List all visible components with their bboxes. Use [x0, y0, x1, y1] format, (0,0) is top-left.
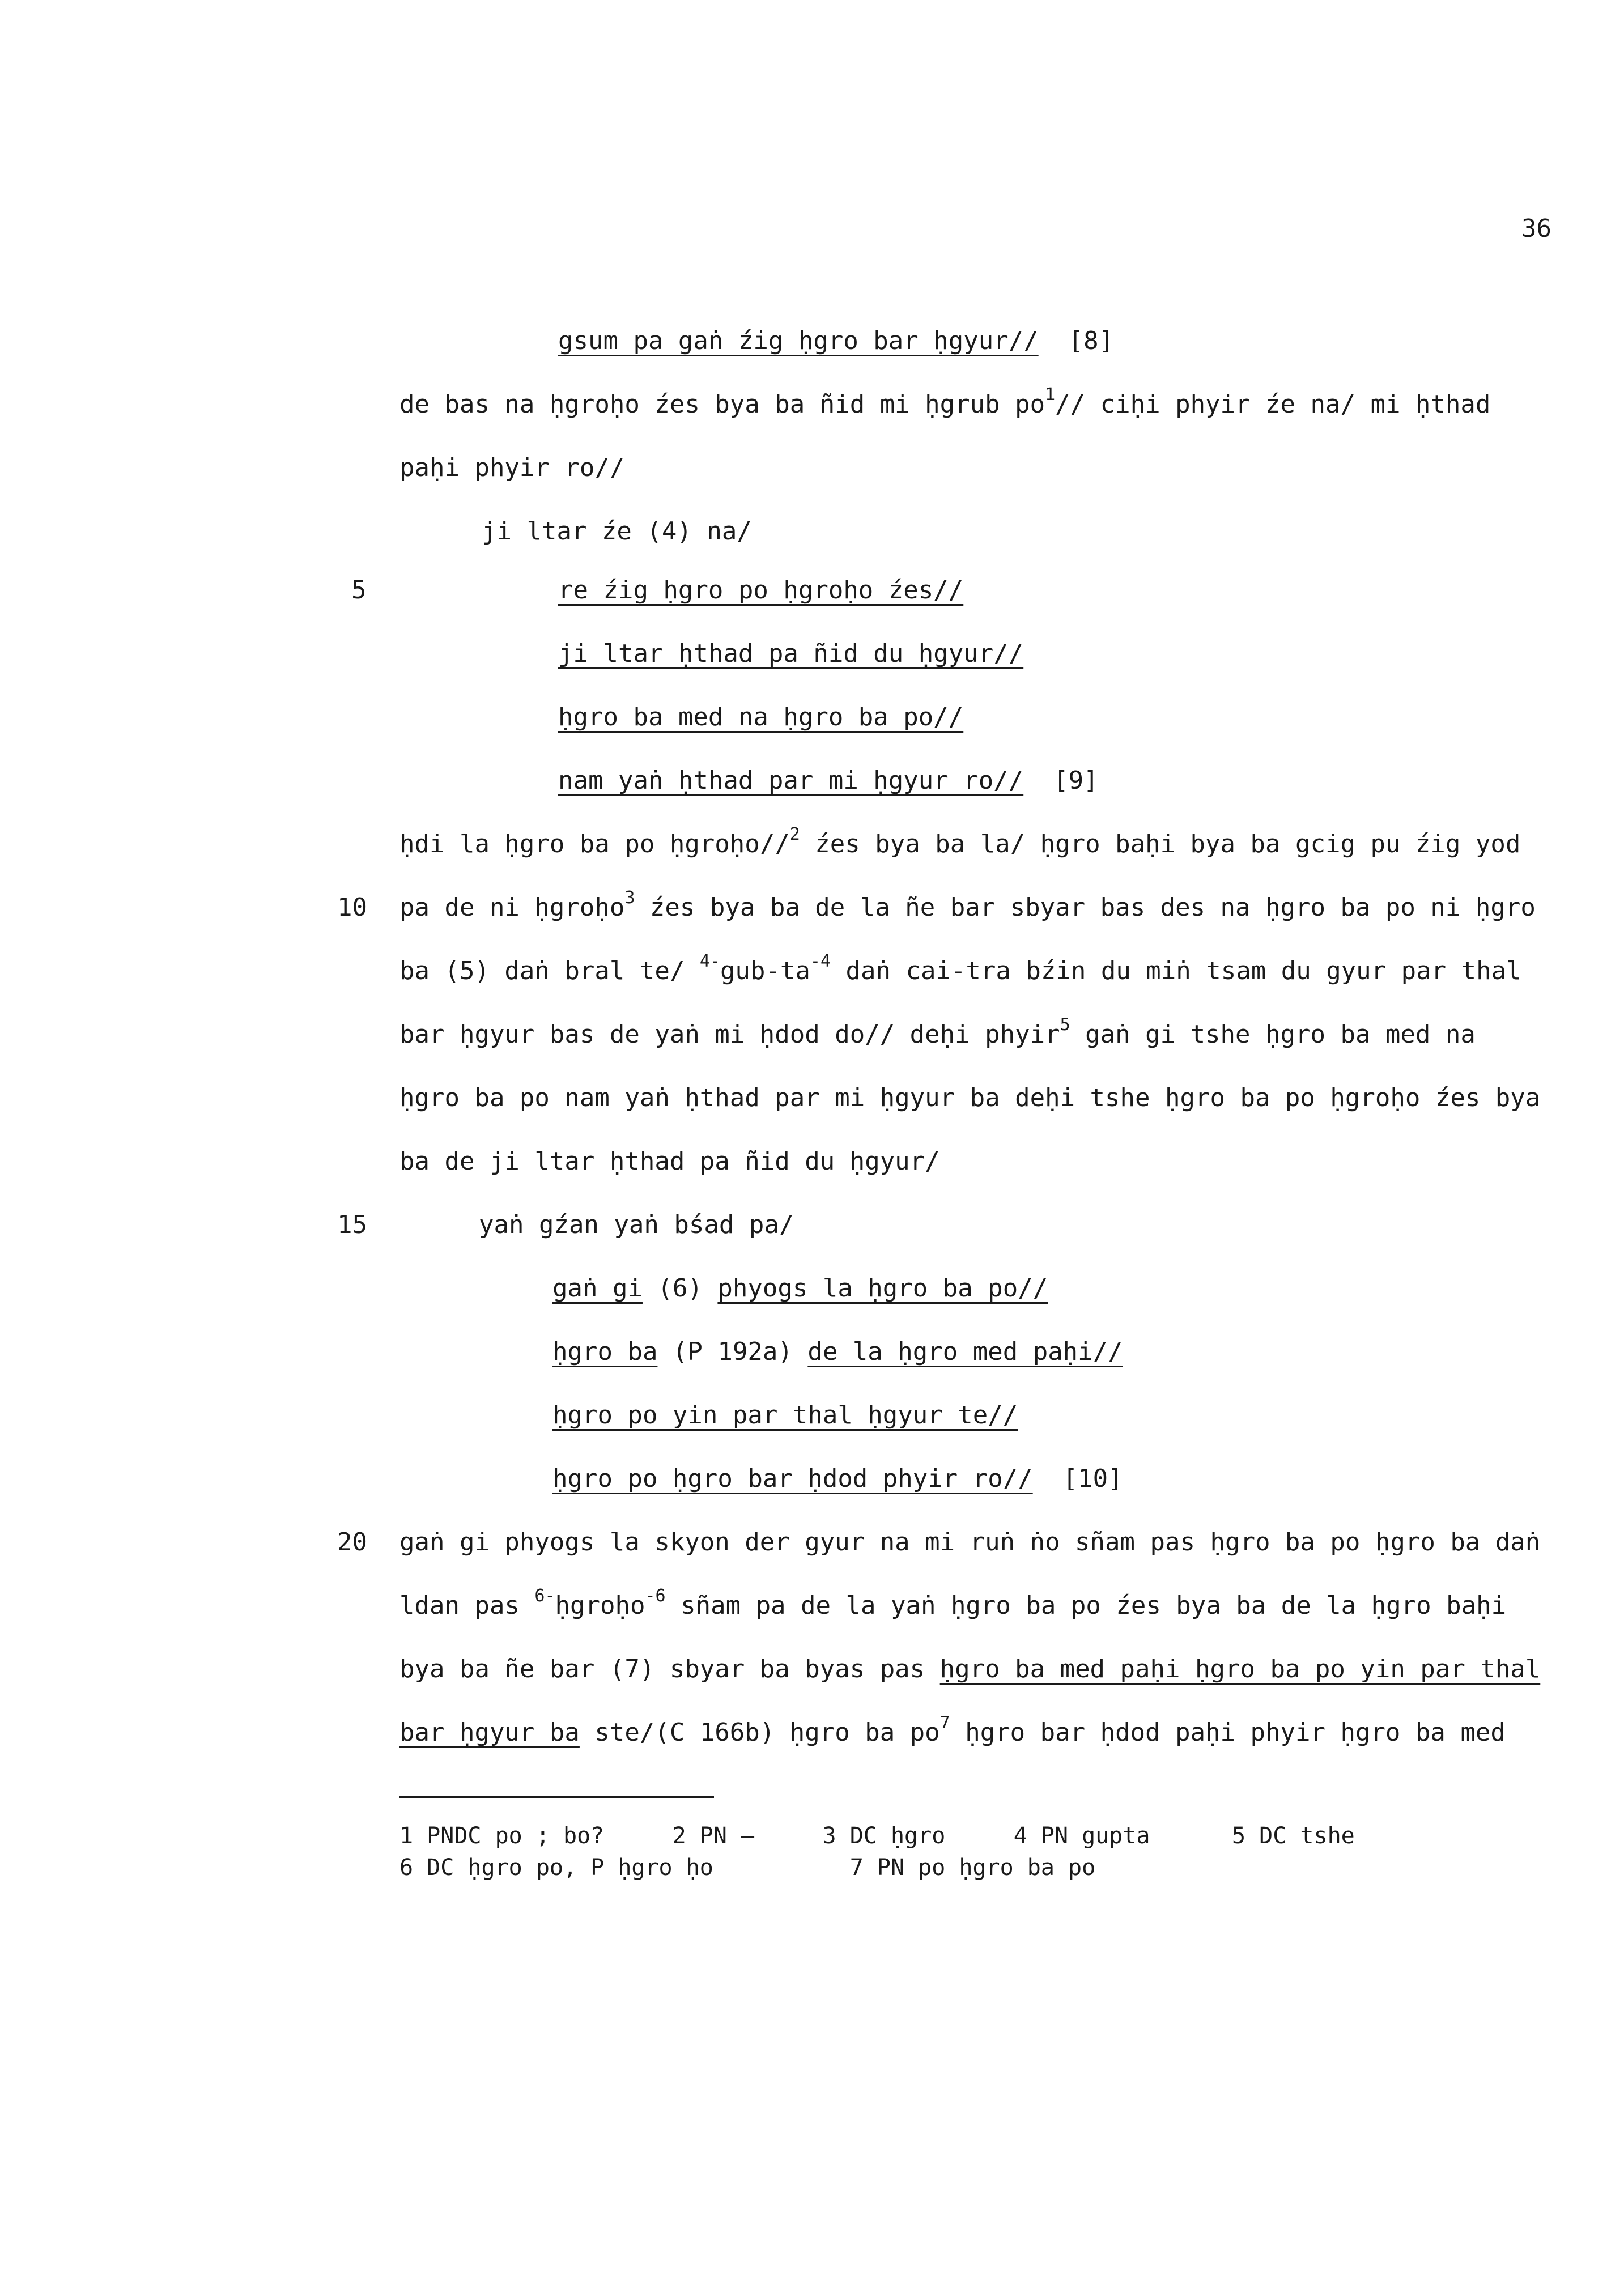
verse-line: nam yaṅ ḥthad par mi ḥgyur ro// [9] [558, 766, 1099, 795]
text-line: bar ḥgyur ba ste/(C 166b) ḥgro ba $po^7$ ḥgro bar ḥdod paḥi phyir ḥgro ba med [399, 1713, 1506, 1747]
verse-line: ji ltar ḥthad pa ñid du ḥgyur// [558, 639, 1024, 668]
text-line: ba de ji ltar ḥthad pa ñid du ḥgyur/ [399, 1147, 940, 1176]
verse-line: ḥgro po yin par thal ḥgyur te// [552, 1401, 1018, 1430]
footnote-line: 6 DC ḥgro po, P ḥgro ḥo 7 PN po ḥgro ba po [399, 1855, 1096, 1881]
text-line: de bas na ḥgroḥo źes bya ba ñid mi ḥgrub $po^1//$ ciḥi phyir źe na/ mi ḥthad [399, 385, 1491, 419]
text-line: ḥgro ba po nam yaṅ ḥthad par mi ḥgyur ba deḥi tshe ḥgro ba po ḥgroḥo źes bya [399, 1083, 1541, 1112]
text-line: pa de ni ḥgroḥo$^3$ źes bya ba de la ñe bar sbyar bas des na ḥgro ba po ni ḥgro [399, 888, 1536, 922]
text-line: ba (5) daṅ bral te/ $^{4-}gub-ta^{-4}$ daṅ cai-tra bźin du miṅ tsam du gyur par thal [399, 951, 1521, 985]
verse-line: gaṅ gi (6) phyogs la ḥgro ba po// [552, 1274, 1048, 1303]
text-line: ldan pas $^{6-}$ḥgroḥo$^{-6}$ sñam pa de la yaṅ ḥgro ba po źes bya ba de la ḥgro baḥi [399, 1586, 1507, 1620]
page-number: 36 [1521, 214, 1551, 243]
text-line: yaṅ gźan yaṅ bśad pa/ [479, 1210, 794, 1239]
line-number: 20 [337, 1528, 367, 1557]
verse-line: ḥgro ba med na ḥgro ba po// [558, 703, 964, 732]
line-number: 15 [337, 1210, 367, 1239]
footnote-divider [399, 1796, 714, 1798]
text-line: ji ltar źe (4) na/ [482, 517, 752, 546]
text-line: ḥdi la ḥgro ba po ḥgroḥo//$^2$ źes bya ba la/ ḥgro baḥi bya ba gcig pu źig yod [399, 824, 1521, 858]
verse-line: ḥgro ba (P 192a) de la ḥgro med paḥi// [552, 1337, 1123, 1366]
line-number: 10 [337, 893, 367, 922]
text-line: bar ḥgyur bas de yaṅ mi ḥdod do// deḥi phyir$^5$ gaṅ gi tshe ḥgro ba med na [399, 1015, 1476, 1049]
text-line: paḥi phyir ro// [399, 453, 625, 482]
text-line: bya ba ñe bar (7) sbyar ba byas pas ḥgro ba med paḥi ḥgro ba po yin par thal [399, 1655, 1541, 1683]
verse-line: re źig ḥgro po ḥgroḥo źes// [558, 576, 964, 605]
footnote-line: 1 PNDC po ; bo? 2 PN — 3 DC ḥgro 4 PN gupta 5 DC tshe [399, 1823, 1355, 1849]
text-line: gaṅ gi phyogs la skyon der gyur na mi ruṅ ṅo sñam pas ḥgro ba po ḥgro ba daṅ [399, 1528, 1541, 1557]
verse-line: gsum pa gaṅ źig ḥgro bar ḥgyur// [8] [558, 326, 1114, 355]
verse-line: ḥgro po ḥgro bar ḥdod phyir ro// [10] [552, 1464, 1123, 1493]
line-number: 5 [351, 576, 367, 605]
